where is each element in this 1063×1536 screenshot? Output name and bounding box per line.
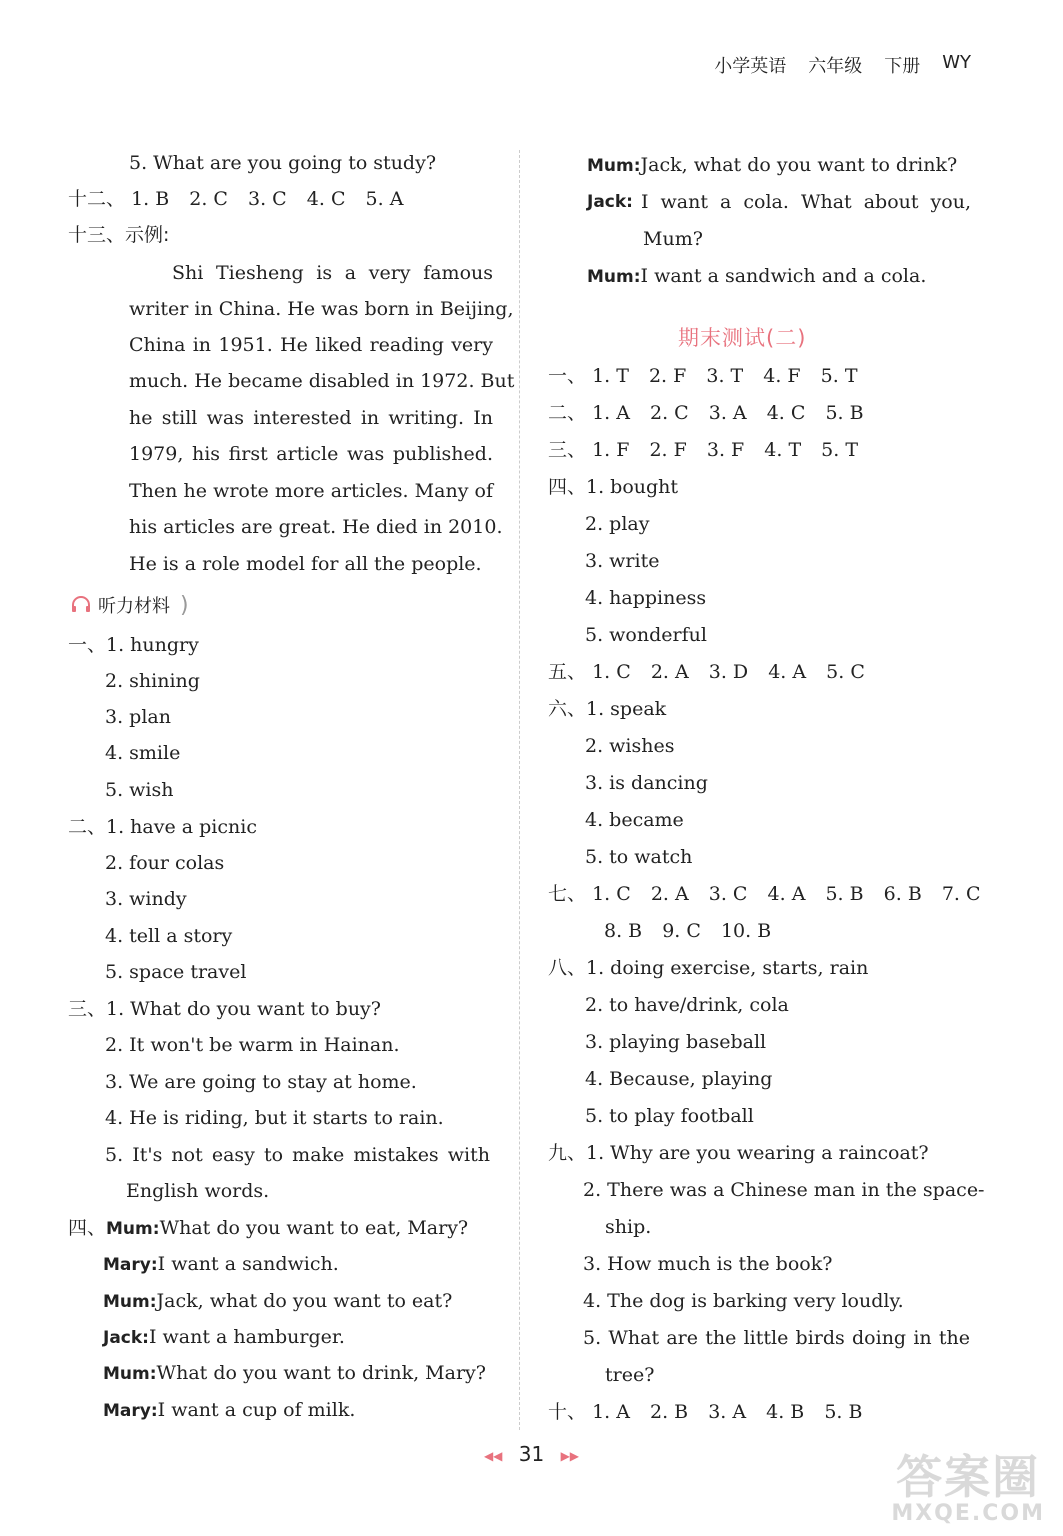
list-item: 5. to watch: [585, 846, 693, 868]
headphones-icon: [70, 595, 92, 615]
essay-line: 1979, his first article was published.: [129, 443, 493, 465]
list-item: 3. How much is the book?: [583, 1253, 833, 1275]
q-label: 八、: [548, 957, 587, 979]
listen-q2-row: [68, 814, 257, 840]
right-q6-row: [548, 696, 666, 722]
dialog-line: [103, 1288, 452, 1314]
list-item: 2. shining: [105, 670, 200, 692]
answer: 3. D: [708, 661, 749, 683]
speaker: Mum:: [587, 156, 641, 176]
q-label: 四、: [548, 476, 587, 498]
list-item: 4. Because, playing: [585, 1068, 773, 1090]
speaker: Mum:: [103, 1292, 157, 1312]
speaker: Mary:: [103, 1401, 158, 1421]
dialog-text: I want a sandwich and a cola.: [640, 265, 927, 287]
list-item: 3. write: [585, 550, 660, 572]
dialog-line: [68, 1215, 468, 1241]
list-item: 4. happiness: [585, 587, 707, 609]
right-q5-row: [548, 659, 879, 685]
dialog-line: [103, 1360, 486, 1386]
answer: 5. T: [820, 365, 858, 387]
answer: 3. A: [708, 402, 747, 424]
dialog-line: [587, 152, 957, 178]
listen-q1-row: [68, 632, 199, 658]
list-item: 2. play: [585, 513, 650, 535]
header-grade: 六年级: [808, 56, 863, 77]
essay-line: He is a role model for all the people.: [129, 553, 482, 575]
dialog-text: Jack, what do you want to eat?: [156, 1290, 453, 1312]
dialog-line: [103, 1324, 345, 1350]
speaker: Mum:: [587, 267, 641, 287]
right-q9-row: [548, 1140, 929, 1166]
answer: 2. C: [650, 402, 689, 424]
dialog-line: [103, 1251, 339, 1277]
list-item: 5. to play football: [585, 1105, 754, 1127]
header-term: 下册: [884, 56, 921, 77]
right-q4-row: [548, 474, 678, 500]
dialog-line: [587, 189, 971, 215]
right-q2-row: [548, 400, 878, 426]
list-item: 5. space travel: [105, 961, 247, 983]
answer: 1. C: [592, 661, 631, 683]
answer: 6. B: [883, 883, 922, 905]
q13-label: 十三、示例:: [68, 224, 170, 246]
list-item: 2. to have/drink, cola: [585, 994, 789, 1016]
q-label: 五、: [548, 661, 587, 683]
essay-line: his articles are great. He died in 2010.: [129, 516, 503, 538]
answer: 1. A: [592, 402, 630, 424]
page-header: [714, 52, 971, 78]
answer: 5. B: [825, 883, 864, 905]
left-top-item: 5. What are you going to study?: [129, 152, 437, 174]
speaker: Mum:: [106, 1219, 160, 1239]
answer: 1. T: [592, 365, 629, 387]
dialog-text: Mum?: [643, 228, 703, 250]
list-item: 1. Why are you wearing a raincoat?: [586, 1142, 929, 1164]
dialog-text: I want a cola. What about you,: [640, 191, 971, 213]
right-q7-row2: [604, 918, 785, 944]
answer: 5. B: [824, 1401, 863, 1423]
list-item: 1. doing exercise, starts, rain: [586, 957, 869, 979]
answer: 5. C: [826, 661, 865, 683]
q12-answer: 5. A: [365, 188, 404, 210]
q-label: 三、: [548, 439, 587, 461]
list-item: 3. windy: [105, 888, 187, 910]
answer: 5. B: [825, 402, 864, 424]
essay-line: he still was interested in writing. In: [129, 407, 493, 429]
dialog-text: What do you want to drink, Mary?: [156, 1362, 486, 1384]
list-item: 1. have a picnic: [106, 816, 257, 838]
q12-answer: 3. C: [248, 188, 287, 210]
q-label: 九、: [548, 1142, 587, 1164]
list-item: 5. It's not easy to make mistakes with: [105, 1144, 490, 1166]
header-subject: 小学英语: [714, 56, 787, 77]
speaker: Mary:: [103, 1255, 158, 1275]
answer: 9. C: [662, 920, 701, 942]
q-label: 一、: [68, 634, 107, 656]
answer: 8. B: [604, 920, 643, 942]
list-item: 2. wishes: [585, 735, 675, 757]
answer: 4. A: [768, 661, 807, 683]
right-q8-row: [548, 955, 868, 981]
listening-heading: [70, 592, 189, 618]
prev-page-icon: ◀◀: [483, 1448, 503, 1463]
listening-title: 听力材料: [98, 596, 170, 617]
dialog-line: [103, 1397, 355, 1423]
list-item: 4. tell a story: [105, 925, 233, 947]
right-q10-row: [548, 1399, 876, 1425]
dialog-text: Jack, what do you want to drink?: [640, 154, 958, 176]
list-item: 3. playing baseball: [585, 1031, 767, 1053]
list-item: tree?: [605, 1364, 655, 1386]
answer: 2. F: [649, 439, 687, 461]
list-item: 1. hungry: [106, 634, 199, 656]
list-item: 3. plan: [105, 706, 171, 728]
title-bracket-icon: ): [180, 592, 189, 618]
answer: 2. A: [650, 883, 689, 905]
essay-line: Then he wrote more articles. Many of: [129, 480, 493, 502]
answer: 1. F: [592, 439, 630, 461]
list-item: 4. He is riding, but it starts to rain.: [105, 1107, 444, 1129]
answer: 2. F: [648, 365, 687, 387]
answer: 5. T: [821, 439, 859, 461]
essay-line: Shi Tiesheng is a very famous: [172, 262, 493, 284]
speaker: Jack:: [587, 192, 633, 212]
dialog-text: I want a sandwich.: [157, 1253, 339, 1275]
list-item: English words.: [126, 1180, 270, 1202]
q-label: 十、: [548, 1401, 587, 1423]
answer: 1. A: [592, 1401, 630, 1423]
answer: 3. T: [706, 365, 744, 387]
answer: 4. F: [763, 365, 801, 387]
q-label: 六、: [548, 698, 587, 720]
answer: 3. A: [708, 1401, 747, 1423]
q-label: 四、: [68, 1217, 107, 1239]
list-item: 1. What do you want to buy?: [106, 998, 381, 1020]
q12-answer: 4. C: [306, 188, 346, 210]
list-item: 5. What are the little birds doing in the: [583, 1327, 970, 1349]
column-divider: [519, 150, 520, 1430]
right-q3-row: [548, 437, 872, 463]
watermark-url: MXQE.COM: [891, 1501, 1045, 1526]
list-item: 3. We are going to stay at home.: [105, 1071, 417, 1093]
list-item: 1. bought: [586, 476, 679, 498]
list-item: 4. became: [585, 809, 684, 831]
list-item: 2. four colas: [105, 852, 225, 874]
q-label: 七、: [548, 883, 587, 905]
left-q12-row: [68, 186, 417, 212]
answer: 2. B: [650, 1401, 689, 1423]
answer: 4. B: [766, 1401, 805, 1423]
q-label: 二、: [548, 402, 587, 424]
page-number: 31: [518, 1442, 545, 1466]
q-label: 二、: [68, 816, 107, 838]
dialog-line: [587, 263, 926, 289]
essay-line: much. He became disabled in 1972. But: [129, 370, 515, 392]
answer: 4. T: [764, 439, 802, 461]
listen-q3-row: [68, 996, 381, 1022]
speaker: Mum:: [103, 1364, 157, 1384]
answer: 7. C: [941, 883, 981, 905]
list-item: 3. is dancing: [585, 772, 708, 794]
watermark: [891, 1450, 1045, 1526]
section-title: 期末测试(二): [678, 326, 807, 350]
right-q7-row: [548, 881, 981, 907]
answer: 4. A: [767, 883, 806, 905]
dialog-text: What do you want to eat, Mary?: [159, 1217, 469, 1239]
q-label: 一、: [548, 365, 587, 387]
q-label: 三、: [68, 998, 107, 1020]
answer: 4. C: [766, 402, 806, 424]
dialog-text: I want a cup of milk.: [157, 1399, 356, 1421]
q12-answer: 2. C: [189, 188, 228, 210]
answer: 10. B: [720, 920, 772, 942]
answer: 3. C: [708, 883, 748, 905]
list-item: 1. speak: [586, 698, 667, 720]
answer: 3. F: [706, 439, 745, 461]
list-item: 5. wonderful: [585, 624, 707, 646]
essay-line: China in 1951. He liked reading very: [129, 334, 493, 356]
essay-line: writer in China. He was born in Beijing,: [129, 298, 514, 320]
dialog-text: I want a hamburger.: [148, 1326, 345, 1348]
list-item: 2. It won't be warm in Hainan.: [105, 1034, 400, 1056]
right-q1-row: [548, 363, 872, 389]
list-item: 4. The dog is barking very loudly.: [583, 1290, 904, 1312]
q12-label: 十二、: [68, 188, 126, 210]
next-page-icon: ▶▶: [560, 1448, 580, 1463]
watermark-text: 答案圈: [896, 1450, 1041, 1504]
answer: 2. A: [650, 661, 689, 683]
list-item: 2. There was a Chinese man in the space-: [583, 1179, 985, 1201]
q12-answer: 1. B: [131, 188, 170, 210]
header-edition: WY: [942, 52, 971, 73]
answer: 1. C: [592, 883, 631, 905]
list-item: 4. smile: [105, 742, 181, 764]
list-item: 5. wish: [105, 779, 174, 801]
speaker: Jack:: [103, 1328, 149, 1348]
list-item: ship.: [605, 1216, 652, 1238]
